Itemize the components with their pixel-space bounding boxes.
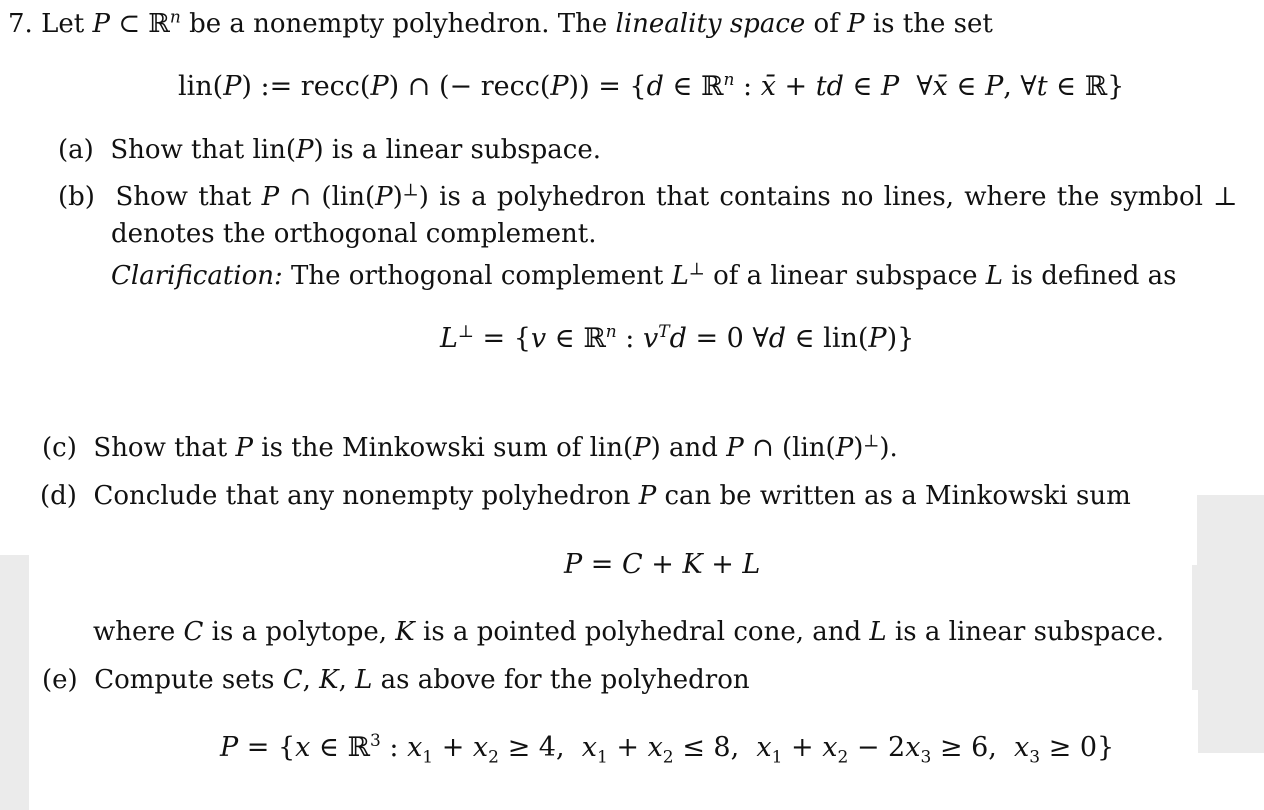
orthogonal-complement-formula: L⊥ = {v ∈ ℝ$^n$ : $v^Td = 0$ ∀d ∈ lin(P)}	[440, 322, 915, 354]
left-grey-margin	[0, 555, 29, 810]
polyhedron-formula: P = {x ∈ ℝ$^3$ : $x_1 + x_2 \ge 4$, $x_1 + x_2 \le 8$, $x_1 + x_2 - 2x_3 \ge 6$, $x_3 \ge 0$}	[220, 731, 1115, 768]
part-d-line2: where C is a polytope, K is a pointed polyhedral cone, and L is a linear subspace.	[93, 617, 1165, 647]
part-b-line2: denotes the orthogonal complement.	[111, 219, 597, 249]
lineality-formula: lin(P) := recc(P) ∩ (− recc(P)) = {d ∈ ℝ$^n$ : x̄ + td ∈ P ∀x̄ ∈ P, ∀t ∈ ℝ}	[178, 70, 1125, 102]
part-e: (e) Compute sets C, K, L as above for the polyhedron	[42, 665, 750, 695]
part-b-clarification: Clarification: The orthogonal complement L⊥ of a linear subspace L is defined as	[111, 259, 1177, 291]
part-c: (c) Show that P is the Minkowski sum of lin(P) and P ∩ (lin(P)⊥).	[42, 431, 898, 463]
part-a: (a) Show that lin(P) is a linear subspace.	[58, 135, 601, 165]
part-b-line1: (b) Show that P ∩ (lin(P)⊥) is a polyhedron that contains no lines, where the symbol ⊥	[58, 180, 1238, 212]
minkowski-formula: P = C + K + L	[564, 549, 761, 580]
right-grey-margin-bottom	[1198, 690, 1264, 753]
part-d-line1: (d) Conclude that any nonempty polyhedron P can be written as a Minkowski sum	[40, 481, 1131, 511]
right-grey-margin-upper	[1197, 495, 1264, 565]
right-grey-margin-lower	[1192, 565, 1264, 690]
problem-intro: 7. Let P ⊂ ℝ$^n$ be a nonempty polyhedron. The lineality space of P is the set	[8, 7, 993, 39]
